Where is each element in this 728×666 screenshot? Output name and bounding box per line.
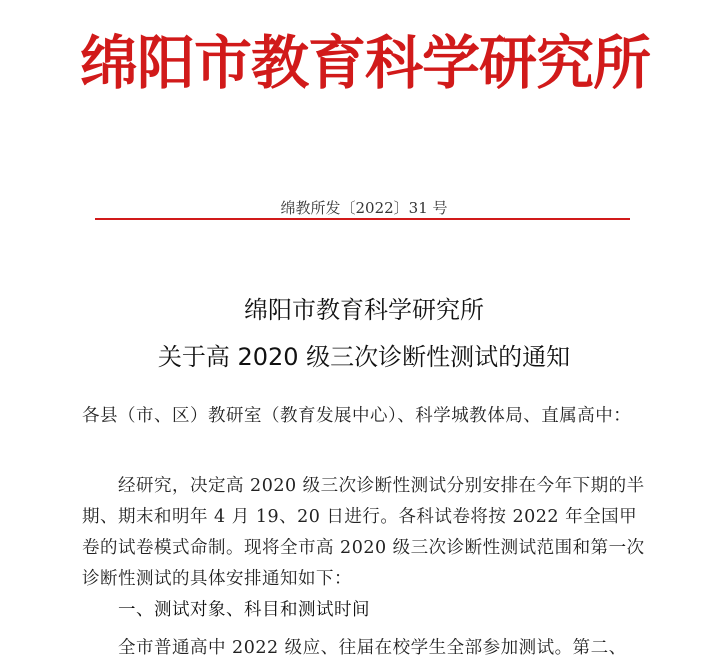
- section-heading-1: 一、测试对象、科目和测试时间: [118, 600, 370, 620]
- red-divider: [95, 218, 630, 220]
- masthead-org-name: 绵阳市教育科学研究所: [79, 29, 650, 97]
- title-line-1: 绵阳市教育科学研究所: [244, 296, 484, 324]
- paragraph-1: 经研究，决定高 2020 级三次诊断性测试分别安排在今年下期的半期、期末和明年 4 月 19、20 日进行。各科试卷将按 2022 年全国甲卷的试卷模式命制。现将全市高 2020 级三次诊断性测试范围和第一次诊断性测试的具体安排通知如下：: [82, 476, 645, 589]
- document-number: 绵教所发〔2022〕31 号: [280, 199, 448, 217]
- paragraph-2: 全市普通高中 2022 级应、往届在校学生全部参加测试。第二、: [118, 638, 627, 658]
- addressee: 各县（市、区）教研室（教育发展中心）、科学城教体局、直属高中：: [82, 406, 632, 426]
- title-line-2: 关于高 2020 级三次诊断性测试的通知: [157, 343, 571, 371]
